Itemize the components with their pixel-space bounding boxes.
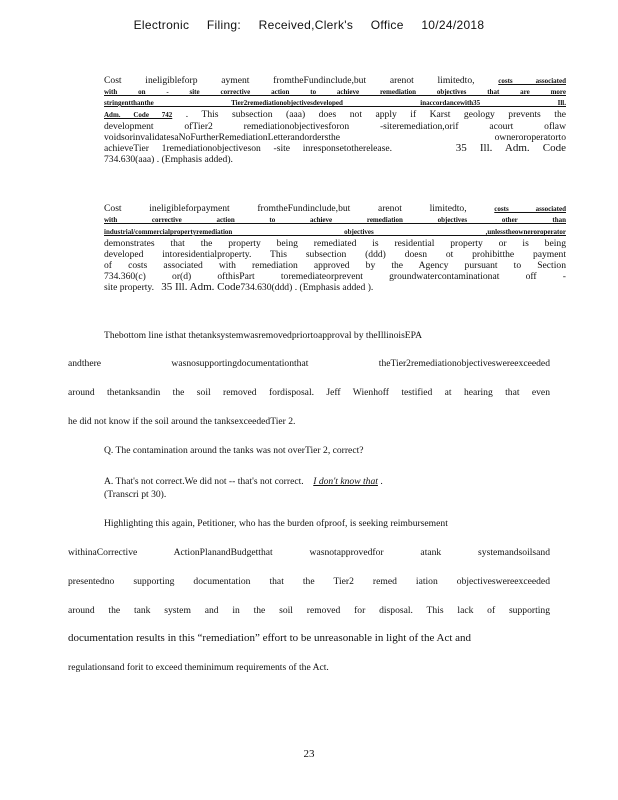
transcript-answer: A. That's not correct.We did not -- that's not correct. I don't know that . — [104, 476, 383, 487]
body-line: presentedno supporting documentation that the Tier2 remed iation objectiveswereexceeded — [68, 576, 550, 587]
bullet1-line-7: achieveTier 1remediationobjectiveson -site inresponsetotherelease. 35 Ill. Adm. Code — [104, 143, 566, 154]
bullet-item-1 — [104, 75, 566, 165]
page-number: 23 — [303, 748, 315, 760]
bullet1-line-5: development ofTier2 remediationobjectivesforon -siteremediation,orif acourt oflaw — [104, 121, 566, 132]
body-line: documentation results in this “remediation” effort to be unreasonable in light of the Act and — [68, 632, 472, 644]
body-line: around the tank system and in the soil removed for disposal. This lack of supporting — [68, 605, 550, 616]
body-line: andthere wasnosupportingdocumentationthat theTier2remediationobjectiveswereexceeded — [68, 358, 550, 369]
bullet2-line-1: Cost ineligibleforpayment fromtheFundinclude,but arenot limitedto, costs associated — [104, 203, 566, 214]
underlined-quote: I don't know that — [313, 476, 378, 487]
bullet2-line-2: with corrective action to achieve remediation objectives other than — [104, 216, 566, 224]
bullet1-line-6: voidsorinvalidatesaNoFurtherRemediationLetterandordersthe owneroroperatorto — [104, 132, 566, 143]
bullet2-line-7: 734.360(c) or(d) ofthisPart toremediateorprevent groundwatercontaminationat off - — [104, 271, 566, 282]
bullet2-line-5: developed intoresidentialproperty. This subsection (ddd) doesn ot prohibitthe payment — [104, 249, 566, 260]
bullet1-line-3: stringentthanthe Tier2remediationobjectivesdeveloped inaccordancewith35 Ill. — [104, 99, 566, 107]
bullet1-line-4: Adm. Code 742 . This subsection (aaa) does not apply if Karst geology prevents the — [104, 109, 566, 120]
body-line: regulationsand forit to exceed theminimum requirements of the Act. — [68, 662, 329, 673]
bullet2-line-6: of costs associated with remediation approved by the Agency pursuant to Section — [104, 260, 566, 271]
bullet2-line-3: industrial/commercialpropertyremediation objectives ,unlesstheowneroroperator — [104, 228, 566, 236]
body-line: Thebottom line isthat thetanksystemwasremovedpriortoapproval by theIllinoisEPA — [104, 330, 423, 341]
body-line: around thetanksandin the soil removed fordisposal. Jeff Wienhoff testified at hearing that even — [68, 387, 550, 398]
body-line: Highlighting this again, Petitioner, who has the burden ofproof, is seeking reimbursement — [104, 518, 448, 529]
body-line: he did not know if the soil around the tanksexceededTier 2. — [68, 416, 296, 427]
transcript-question: Q. The contamination around the tanks was not overTier 2, correct? — [104, 445, 364, 456]
bullet1-line-1: Cost ineligibleforp ayment fromtheFundinclude,but arenot limitedto, costs associated — [104, 75, 566, 86]
transcript-cite: (Transcri pt 30). — [104, 489, 167, 500]
body-line: withinaCorrective ActionPlanandBudgetthat wasnotapprovedfor atank systemandsoilsand — [68, 547, 550, 558]
bullet2-line-8: site property. 35 Ill. Adm. Code734.630(ddd) . (Emphasis added ). — [104, 282, 374, 293]
bullet1-line-8: 734.630(aaa) . (Emphasis added). — [104, 154, 233, 165]
bullet2-line-4: demonstrates that the property being remediated is residential property or is being — [104, 238, 566, 249]
bullet-item-2 — [104, 203, 566, 293]
bullet1-line-2: with on - site corrective action to achieve remediation objectives that are more — [104, 88, 566, 96]
filing-header: Electronic Filing: Received,Clerk's Office 10/24/2018 — [133, 18, 485, 32]
